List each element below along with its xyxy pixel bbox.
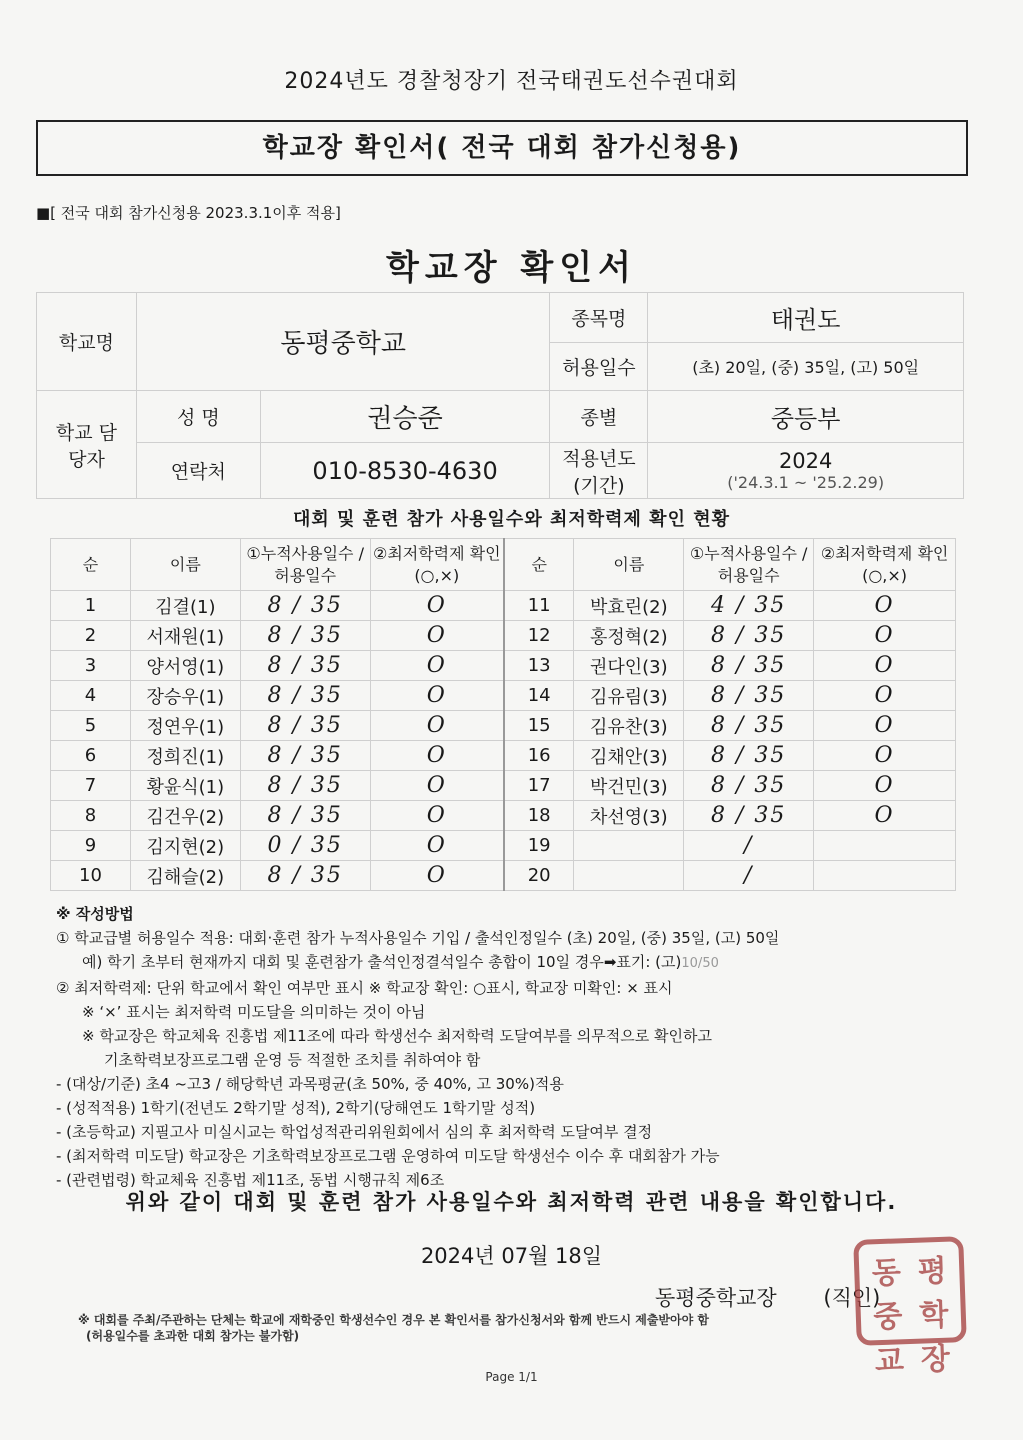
row-number: 9: [51, 831, 131, 861]
student-name: [574, 831, 684, 861]
min-academic-check: O: [814, 711, 956, 741]
year-period: ('24.3.1 ~ '25.2.29): [727, 473, 885, 492]
allowed-days-value: (초) 20일, (중) 35일, (고) 50일: [648, 343, 964, 391]
student-name: 정희진(1): [130, 741, 240, 771]
used-days: /: [684, 831, 814, 861]
min-academic-check: O: [814, 591, 956, 621]
used-days: 8 / 35: [684, 621, 814, 651]
allowed-days-label: 허용일수: [550, 343, 648, 391]
row-number: 3: [51, 651, 131, 681]
school-name-label: 학교명: [37, 293, 137, 391]
document-title: 학교장 확인서: [386, 248, 637, 288]
used-days: 8 / 35: [684, 681, 814, 711]
guide-item-1-example: [56, 950, 956, 976]
row-number: 15: [504, 711, 574, 741]
student-name: [574, 861, 684, 891]
table-row: [51, 651, 956, 681]
row-number: 11: [504, 591, 574, 621]
min-academic-check: O: [814, 801, 956, 831]
table-row: [51, 831, 956, 861]
used-days: 8 / 35: [240, 621, 370, 651]
contact-value: 010-8530-4630: [260, 443, 550, 499]
sport-label: 종목명: [550, 293, 648, 343]
principal-signature: [655, 1282, 880, 1312]
used-days: 0 / 35: [240, 831, 370, 861]
manager-label: 학교 담당자: [37, 391, 137, 499]
student-name: 김건우(2): [130, 801, 240, 831]
apply-note: ■[ 전국 대회 참가신청용 2023.3.1이후 적용]: [36, 204, 341, 222]
used-days: 8 / 35: [240, 711, 370, 741]
seal-character: 교: [874, 1343, 905, 1380]
student-name: 서재원(1): [130, 621, 240, 651]
used-days: 8 / 35: [684, 771, 814, 801]
footnote: [78, 1312, 958, 1344]
row-number: 8: [51, 801, 131, 831]
guide-note-1: ※ ‘×’ 표시는 최저학력 미도달을 의미하는 것이 아님: [82, 1003, 426, 1021]
used-days: 8 / 35: [684, 711, 814, 741]
guide-item-2: ② 최저학력제: 단위 학교에서 확인 여부만 표시 ※ 학교장 확인: ○표시, 학교장 미확인: × 표시: [56, 979, 673, 997]
used-days: 8 / 35: [240, 651, 370, 681]
row-number: 6: [51, 741, 131, 771]
min-academic-check: O: [814, 621, 956, 651]
min-academic-check: [814, 831, 956, 861]
min-academic-check: [814, 861, 956, 891]
page-number: Page 1/1: [485, 1370, 538, 1384]
seal-character: 장: [920, 1341, 951, 1378]
student-name: 김유찬(3): [574, 711, 684, 741]
header-check-right: ②최저학력제 확인(○,×): [814, 539, 956, 591]
min-academic-check: O: [370, 591, 504, 621]
min-academic-check: O: [814, 771, 956, 801]
min-academic-check: O: [370, 681, 504, 711]
min-academic-check: O: [370, 801, 504, 831]
min-academic-check: O: [370, 861, 504, 891]
seal-character: 동: [871, 1255, 902, 1292]
student-name: 차선영(3): [574, 801, 684, 831]
category-value: 중등부: [648, 391, 964, 443]
row-number: 19: [504, 831, 574, 861]
guide-example-value: 10/50: [681, 956, 719, 971]
header-no-left: 순: [51, 539, 131, 591]
category-label: 종별: [550, 391, 648, 443]
min-academic-check: O: [370, 831, 504, 861]
used-days: 8 / 35: [684, 801, 814, 831]
confirmation-statement: 위와 같이 대회 및 훈련 참가 사용일수와 최저학력 관련 내용을 확인합니다.: [125, 1190, 898, 1214]
guide-example-text: 예) 학기 초부터 현재까지 대회 및 훈련참가 출석인정결석일수 총합이 10일 경우➡표기: (고): [82, 953, 682, 971]
row-number: 14: [504, 681, 574, 711]
roster-table: [50, 538, 956, 891]
principal-name: 동평중학교장: [655, 1286, 777, 1310]
year-label: 적용년도 (기간): [550, 443, 648, 499]
student-name: 황윤식(1): [130, 771, 240, 801]
header-name-right: 이름: [574, 539, 684, 591]
year-cell: [648, 443, 964, 499]
footnote-line-1: ※ 대회를 주최/주관하는 단체는 학교에 재학중인 학생선수인 경우 본 확인서를 참가신청서와 함께 반드시 제출받아야 함: [78, 1313, 709, 1327]
guide-detail-3: - (초등학교) 지필고사 미실시교는 학업성적관리위원회에서 심의 후 최저학력 도달여부 결정: [56, 1123, 653, 1141]
student-name: 정연우(1): [130, 711, 240, 741]
used-days: 8 / 35: [240, 741, 370, 771]
header-check-left: ②최저학력제 확인(○,×): [370, 539, 504, 591]
row-number: 10: [51, 861, 131, 891]
sport-value: 태권도: [648, 293, 964, 343]
student-name: 김유림(3): [574, 681, 684, 711]
guide-detail-5: - (관련법령) 학교체육 진흥법 제11조, 동법 시행규칙 제6조: [56, 1171, 445, 1189]
row-number: 13: [504, 651, 574, 681]
student-name: 김결(1): [130, 591, 240, 621]
contact-label: 연락처: [136, 443, 260, 499]
writing-guide: [56, 902, 956, 1192]
row-number: 5: [51, 711, 131, 741]
school-name-value: 동평중학교: [136, 293, 549, 391]
used-days: 4 / 35: [684, 591, 814, 621]
roster-title: 대회 및 훈련 참가 사용일수와 최저학력제 확인 현황: [292, 509, 730, 530]
min-academic-check: O: [370, 621, 504, 651]
table-row: [51, 681, 956, 711]
student-name: 박효린(2): [574, 591, 684, 621]
row-number: 16: [504, 741, 574, 771]
header-no-right: 순: [504, 539, 574, 591]
used-days: 8 / 35: [240, 771, 370, 801]
row-number: 2: [51, 621, 131, 651]
seal-character: 평: [917, 1253, 948, 1290]
principal-suffix: (직인): [823, 1286, 881, 1310]
table-row: [51, 741, 956, 771]
guide-detail-1: - (대상/기준) 초4 ~고3 / 해당학년 과목평균(초 50%, 중 40%, 고 30%)적용: [56, 1075, 564, 1093]
header-name-left: 이름: [130, 539, 240, 591]
header-days-left: ①누적사용일수 /허용일수: [240, 539, 370, 591]
footnote-line-2: (허용일수를 초과한 대회 참가는 불가함): [86, 1329, 300, 1343]
table-row: [51, 621, 956, 651]
used-days: 8 / 35: [684, 651, 814, 681]
table-row: [51, 711, 956, 741]
manager-name-value: 권승준: [260, 391, 550, 443]
table-row: [51, 591, 956, 621]
min-academic-check: O: [370, 771, 504, 801]
table-row: [51, 861, 956, 891]
guide-detail-2: - (성적적용) 1학기(전년도 2학기말 성적), 2학기(당해연도 1학기말 성적): [56, 1099, 536, 1117]
student-name: 홍정혁(2): [574, 621, 684, 651]
event-title: 2024년도 경찰청장기 전국태권도선수권대회: [284, 69, 739, 94]
student-name: 김해슬(2): [130, 861, 240, 891]
name-label: 성 명: [136, 391, 260, 443]
guide-note-2b: 기초학력보장프로그램 운영 등 적절한 조치를 취하여야 함: [104, 1051, 481, 1069]
used-days: 8 / 35: [240, 861, 370, 891]
row-number: 7: [51, 771, 131, 801]
used-days: 8 / 35: [240, 591, 370, 621]
year-value: 2024: [778, 449, 833, 473]
school-info-table: [36, 292, 964, 499]
guide-note-2: ※ 학교장은 학교체육 진흥법 제11조에 따라 학생선수 최저학력 도달여부를 의무적으로 확인하고: [82, 1027, 712, 1045]
student-name: 김지현(2): [130, 831, 240, 861]
used-days: /: [684, 861, 814, 891]
min-academic-check: O: [370, 711, 504, 741]
seal-character: 중: [872, 1299, 903, 1336]
student-name: 권다인(3): [574, 651, 684, 681]
min-academic-check: O: [814, 741, 956, 771]
row-number: 12: [504, 621, 574, 651]
student-name: 김채안(3): [574, 741, 684, 771]
table-row: [51, 801, 956, 831]
form-title-box: 학교장 확인서( 전국 대회 참가신청용): [36, 120, 968, 176]
seal-character: 학: [918, 1297, 949, 1334]
used-days: 8 / 35: [684, 741, 814, 771]
row-number: 17: [504, 771, 574, 801]
issue-date: 2024년 07월 18일: [420, 1244, 603, 1268]
row-number: 4: [51, 681, 131, 711]
min-academic-check: O: [370, 741, 504, 771]
guide-item-1: ① 학교급별 허용일수 적용: 대회·훈련 참가 누적사용일수 기입 / 출석인정일수 (초) 20일, (중) 35일, (고) 50일: [56, 929, 780, 947]
header-days-right: ①누적사용일수 /허용일수: [684, 539, 814, 591]
min-academic-check: O: [814, 681, 956, 711]
row-number: 1: [51, 591, 131, 621]
guide-title: ※ 작성방법: [56, 905, 134, 923]
min-academic-check: O: [814, 651, 956, 681]
student-name: 양서영(1): [130, 651, 240, 681]
student-name: 장승우(1): [130, 681, 240, 711]
min-academic-check: O: [370, 651, 504, 681]
student-name: 박건민(3): [574, 771, 684, 801]
table-row: [51, 771, 956, 801]
row-number: 18: [504, 801, 574, 831]
used-days: 8 / 35: [240, 801, 370, 831]
used-days: 8 / 35: [240, 681, 370, 711]
guide-detail-4: - (최저학력 미도달) 학교장은 기초학력보장프로그램 운영하여 미도달 학생선수 이수 후 대회참가 가능: [56, 1147, 720, 1165]
row-number: 20: [504, 861, 574, 891]
